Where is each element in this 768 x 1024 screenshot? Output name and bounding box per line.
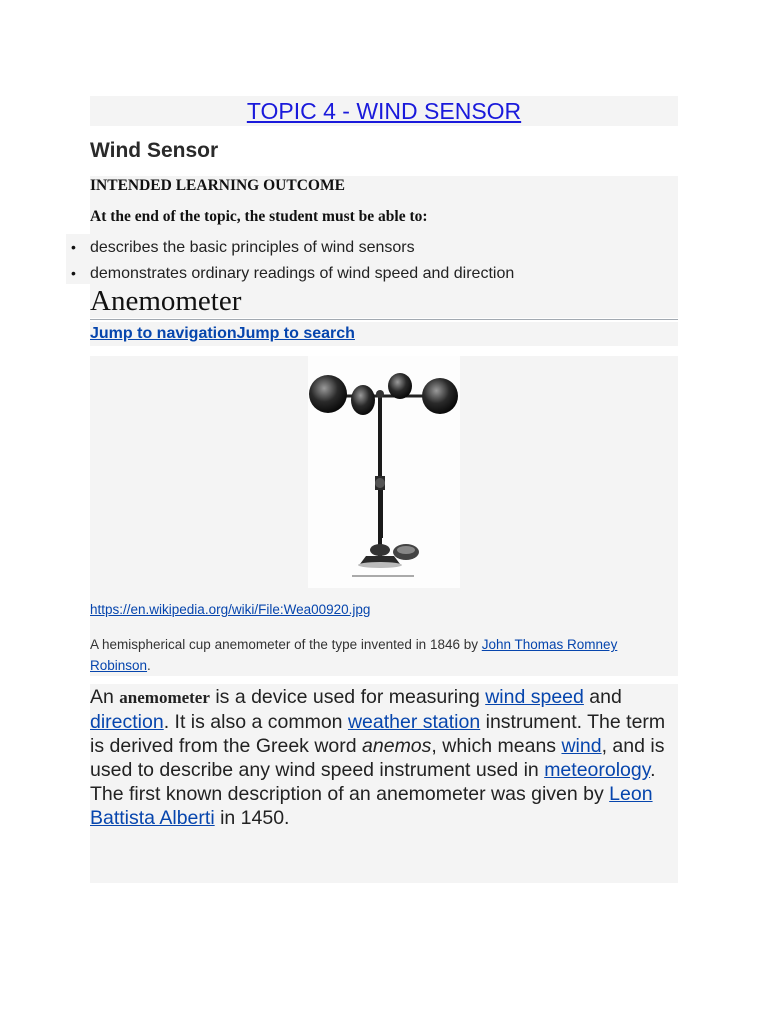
jump-to-navigation-link[interactable]: Jump to navigation (90, 325, 237, 342)
caption-text-end: . (147, 658, 151, 673)
ilo-list (90, 235, 514, 287)
body-text: and (583, 686, 622, 708)
topic-title-link[interactable]: TOPIC 4 - WIND SENSOR (246, 98, 522, 124)
body-text: . It is also a common (163, 711, 348, 733)
body-text: , which means (431, 735, 562, 757)
article-paragraph (90, 684, 678, 830)
bullet-marker: • (71, 239, 76, 255)
anemometer-image[interactable] (308, 356, 460, 588)
image-source-link[interactable]: https://en.wikipedia.org/wiki/File:Wea00920.jpg (90, 602, 371, 617)
section-subtitle: Wind Sensor (90, 139, 219, 162)
direction-link[interactable]: direction (90, 711, 164, 733)
article-body-block (90, 684, 678, 883)
bullet-marker: • (71, 265, 76, 281)
body-text: An (90, 686, 120, 708)
alberti-link[interactable]: Leon Battista Alberti (90, 783, 653, 829)
ilo-heading: INTENDED LEARNING OUTCOME (90, 177, 345, 194)
bullet-column (66, 234, 90, 284)
title-divider (90, 319, 678, 320)
term-anemometer: anemometer (119, 688, 210, 707)
caption-text: A hemispherical cup anemometer of the type invented in 1846 by (90, 637, 482, 652)
anemometer-illustration (308, 356, 460, 588)
body-text: in 1450. (214, 807, 290, 829)
body-text: , and is used to describe any wind speed instrument used in (90, 735, 665, 781)
body-text: instrument. The term is derived from the Greek word (90, 711, 666, 757)
list-item: demonstrates ordinary readings of wind speed and direction (90, 265, 515, 282)
body-text: is a device used for measuring (209, 686, 486, 708)
robinson-link[interactable]: John Thomas Romney Robinson (90, 637, 618, 673)
figure-caption (90, 634, 650, 676)
title-band (90, 96, 678, 126)
weather-station-link[interactable]: weather station (347, 711, 481, 733)
greek-word: anemos (362, 735, 432, 757)
wind-speed-link[interactable]: wind speed (485, 686, 584, 708)
wind-link[interactable]: wind (561, 735, 602, 757)
figure-block (90, 356, 678, 676)
jump-links (90, 322, 678, 346)
jump-to-search-link[interactable]: Jump to search (236, 325, 355, 342)
ilo-intro: At the end of the topic, the student must be able to: (90, 208, 428, 225)
list-item: describes the basic principles of wind sensors (90, 239, 415, 256)
meteorology-link[interactable]: meteorology (544, 759, 651, 781)
body-text: . The first known description of an anemometer was given by (90, 759, 656, 805)
article-title: Anemometer (90, 285, 242, 317)
